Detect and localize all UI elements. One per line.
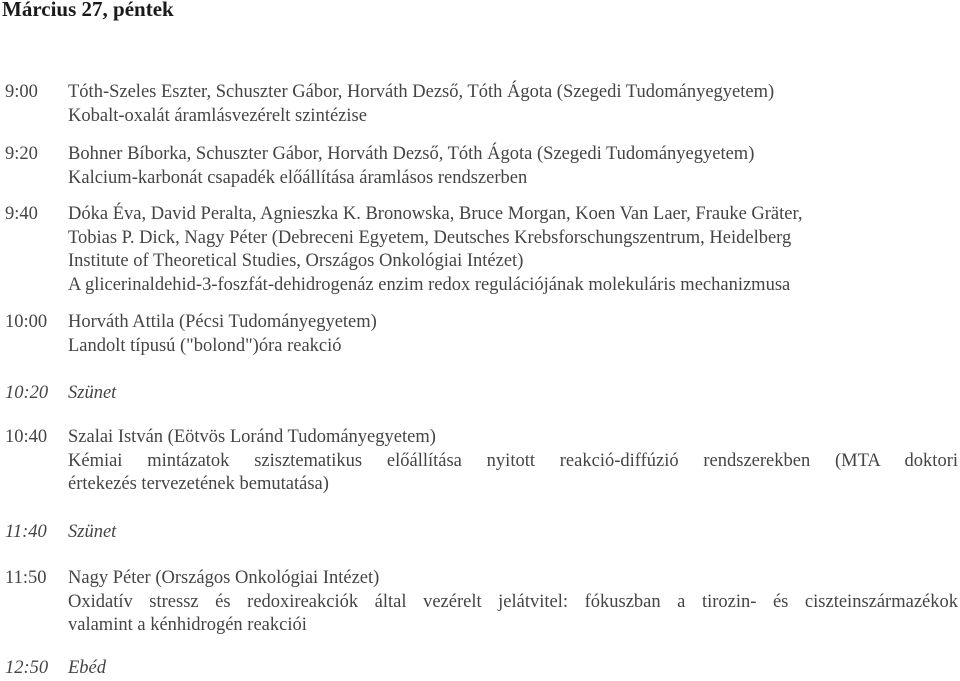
entry-title: Kobalt-oxalát áramlásvezérelt szintézise [68,105,367,126]
entry-authors: Bohner Bíborka, Schuszter Gábor, Horváth Dezső, Tóth Ágota (Szegedi Tudományegyetem) [68,144,755,164]
entry-authors: Dóka Éva, David Peralta, Agnieszka K. Bronowska, Bruce Morgan, Koen Van Laer, Frauke Gräter, [68,204,803,224]
entry-title: Landolt típusú ("bolond")óra reakció [68,335,342,356]
schedule-entry-1140 [0,521,958,545]
entry-authors: Tóth-Szeles Eszter, Schuszter Gábor, Horváth Dezső, Tóth Ágota (Szegedi Tudományegyetem) [68,82,775,102]
entry-authors: Szalai István (Eötvös Loránd Tudományegyetem) [68,427,436,447]
schedule-entry-1250 [0,657,958,681]
entry-title: Kémiai mintázatok szisztematikus előállítása nyitott reakció-diffúzió rendszerekben (MTA doktori [68,450,958,471]
entry-title: A glicerinaldehid-3-foszfát-dehidrogenáz enzim redox regulációjának molekuláris mechanizmusa [68,274,791,295]
entry-time: 9:20 [5,144,38,164]
entry-affiliation: Institute of Theoretical Studies, Országos Onkológiai Intézet) [68,251,524,271]
entry-authors: Horváth Attila (Pécsi Tudományegyetem) [68,312,377,332]
schedule-entry-1020 [0,382,958,406]
entry-time: 10:20 [5,383,49,403]
entry-title: értekezés tervezetének bemutatása) [68,474,329,494]
entry-time: 11:40 [5,522,47,542]
entry-time: 10:00 [5,312,48,332]
schedule-entry-1000 [0,311,958,358]
entry-time: 9:00 [5,82,38,102]
entry-authors: Nagy Péter (Országos Onkológiai Intézet) [68,568,380,588]
entry-title: Kalcium-karbonát csapadék előállítása áramlásos rendszerben [68,167,528,188]
entry-title: Oxidatív stressz és redoxireakciók által vezérelt jelátvitel: fókuszban a tirozin- és ciszteinszármazékok [68,591,958,612]
entry-time: 9:40 [5,204,38,224]
entry-break: Szünet [68,522,117,542]
schedule-entry-0940 [0,203,958,297]
schedule-entry-1150 [0,567,958,638]
entry-title: valamint a kénhidrogén reakciói [68,615,307,635]
entry-break: Szünet [68,383,117,403]
page-title: Március 27, péntek [2,0,174,21]
entry-authors: Tobias P. Dick, Nagy Péter (Debreceni Egyetem, Deutsches Krebsforschungszentrum, Heidelberg [68,227,792,248]
schedule-entry-0920 [0,143,958,190]
schedule-entry-0900 [0,81,958,128]
entry-time: 11:50 [5,568,47,588]
entry-break: Ebéd [68,658,107,678]
entry-time: 10:40 [5,427,48,447]
schedule-entry-1040 [0,426,958,497]
entry-time: 12:50 [5,658,49,678]
